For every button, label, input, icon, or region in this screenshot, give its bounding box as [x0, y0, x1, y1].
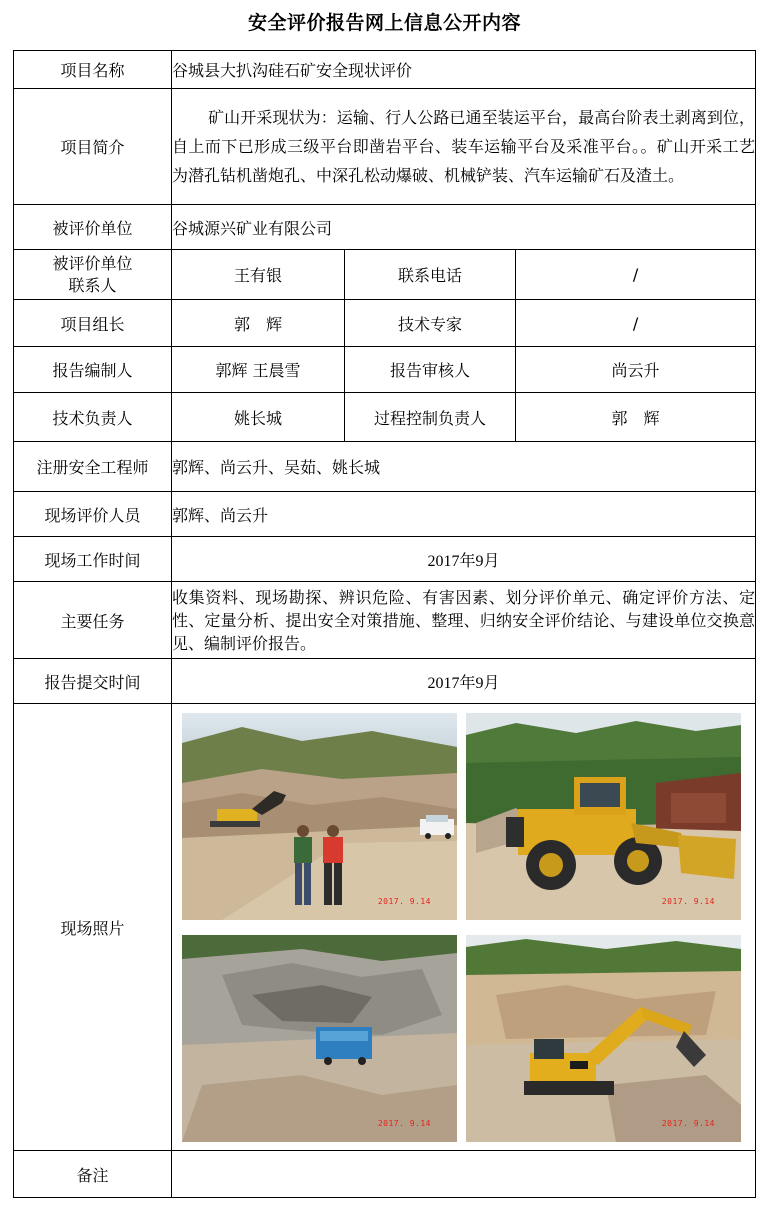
photo-4-date-stamp: 2017. 9.14	[661, 1118, 715, 1128]
safety-engineers-label: 注册安全工程师	[14, 442, 172, 492]
project-name-value: 谷城县大扒沟硅石矿安全现状评价	[172, 51, 756, 89]
row-safety-engineers	[14, 442, 756, 492]
site-photo-workers-road	[182, 713, 457, 920]
site-work-time-value: 2017年9月	[172, 537, 756, 582]
report-author-label: 报告编制人	[14, 347, 172, 393]
site-photo-wheel-loader-image	[466, 713, 741, 920]
expert-value: /	[516, 300, 756, 347]
site-photos-cell	[172, 704, 756, 1151]
unit-contact-label-line2: 联系人	[68, 275, 117, 295]
submit-time-value: 2017年9月	[172, 659, 756, 704]
site-work-time-label: 现场工作时间	[14, 537, 172, 582]
process-control-value: 郭 辉	[516, 393, 756, 442]
row-site-work-time	[14, 537, 756, 582]
reviewer-label: 报告审核人	[345, 347, 516, 393]
photo-grid	[172, 705, 755, 1150]
photo-2-date-stamp: 2017. 9.14	[661, 896, 715, 906]
row-evaluated-unit	[14, 205, 756, 250]
evaluated-unit-value: 谷城源兴矿业有限公司	[172, 205, 756, 250]
site-photo-rock-face-image	[182, 935, 457, 1142]
site-evaluators-label: 现场评价人员	[14, 492, 172, 537]
unit-contact-label	[14, 250, 172, 300]
unit-contact-label-line1: 被评价单位	[52, 253, 133, 273]
expert-label: 技术专家	[345, 300, 516, 347]
project-intro-label: 项目简介	[14, 89, 172, 205]
report-author-value: 郭辉 王晨雪	[172, 347, 345, 393]
site-photo-excavator	[466, 935, 741, 1142]
row-project-intro	[14, 89, 756, 205]
row-report-author	[14, 347, 756, 393]
row-team-leader	[14, 300, 756, 347]
info-table	[13, 50, 756, 1198]
project-intro-value	[172, 89, 756, 205]
main-tasks-value: 收集资料、现场勘探、辨识危险、有害因素、划分评价单元、确定评价方法、定性、定量分析、提出安全对策措施、整理、归纳安全评价结论、与建设单位交换意见、编制评价报告。	[172, 582, 756, 659]
row-tech-lead	[14, 393, 756, 442]
site-photo-workers-road-image	[182, 713, 457, 920]
team-leader-label: 项目组长	[14, 300, 172, 347]
photo-1-date-stamp: 2017. 9.14	[377, 896, 431, 906]
team-leader-value: 郭 辉	[172, 300, 345, 347]
main-tasks-label: 主要任务	[14, 582, 172, 659]
row-unit-contact	[14, 250, 756, 300]
row-site-photos	[14, 704, 756, 1151]
site-photos-label: 现场照片	[14, 704, 172, 1151]
evaluated-unit-label: 被评价单位	[14, 205, 172, 250]
phone-value: /	[516, 250, 756, 300]
tech-lead-label: 技术负责人	[14, 393, 172, 442]
photo-3-date-stamp: 2017. 9.14	[377, 1118, 431, 1128]
row-project-name	[14, 51, 756, 89]
tech-lead-value: 姚长城	[172, 393, 345, 442]
project-name-label: 项目名称	[14, 51, 172, 89]
remarks-value	[172, 1151, 756, 1198]
phone-label: 联系电话	[345, 250, 516, 300]
site-evaluators-value: 郭辉、尚云升	[172, 492, 756, 537]
page-title: 安全评价报告网上信息公开内容	[247, 12, 521, 34]
site-photo-excavator-image	[466, 935, 741, 1142]
row-remarks	[14, 1151, 756, 1198]
row-main-tasks	[14, 582, 756, 659]
unit-contact-value: 王有银	[172, 250, 345, 300]
row-site-evaluators	[14, 492, 756, 537]
reviewer-value: 尚云升	[516, 347, 756, 393]
submit-time-label: 报告提交时间	[14, 659, 172, 704]
row-submit-time	[14, 659, 756, 704]
process-control-label: 过程控制负责人	[345, 393, 516, 442]
project-intro-text: 矿山开采现状为：运输、行人公路已通至装运平台，最高台阶表土剥离到位，自上而下已形成三级平台即凿岩平台、装车运输平台及采准平台。。矿山开采工艺为潜孔钻机凿炮孔、中深孔松动爆破、机械铲装、汽车运输矿石及渣土。	[172, 108, 756, 185]
remarks-label: 备注	[14, 1151, 172, 1198]
safety-engineers-value: 郭辉、尚云升、吴茹、姚长城	[172, 442, 756, 492]
site-photo-wheel-loader	[466, 713, 741, 920]
site-photo-rock-face	[182, 935, 457, 1142]
